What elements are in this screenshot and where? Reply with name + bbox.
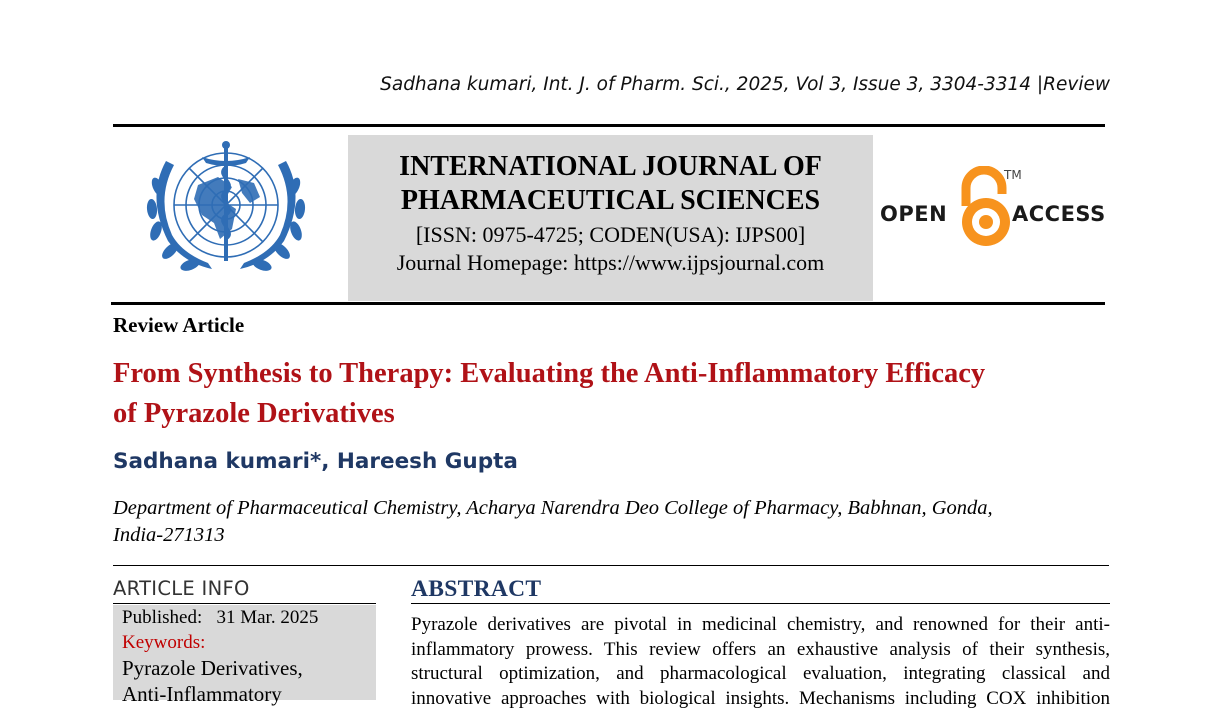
abstract-line2: inflammatory prowess. This review offers an exhaustive analysis of their synthesis, [411,638,1110,663]
journal-banner [348,135,873,301]
section-divider [113,565,1109,566]
trademark-symbol: TM [1004,168,1022,182]
article-type: Review Article [113,313,244,338]
keywords-line2: Anti-Inflammatory [122,682,282,707]
affiliation [113,495,1103,549]
open-access-logo [880,166,1110,250]
abstract-line1: Pyrazole derivatives are pivotal in medicinal chemistry, and renowned for their anti- [411,613,1110,638]
journal-homepage: Journal Homepage: https://www.ijpsjournal.com [348,249,873,277]
running-head: Sadhana kumari, Int. J. of Pharm. Sci., 2025, Vol 3, Issue 3, 3304-3314 |Review [300,74,1110,95]
affiliation-line1: Department of Pharmaceutical Chemistry, Acharya Narendra Deo College of Pharmacy, Babhnan, Gonda, [113,495,1103,522]
published-label: Published: [122,607,202,628]
abstract-heading: ABSTRACT [411,576,541,603]
article-info-panel [113,605,376,700]
article-title [113,354,1113,434]
affiliation-line2: India-271313 [113,522,1103,549]
article-title-line1: From Synthesis to Therapy: Evaluating the Anti-Inflammatory Efficacy [113,354,1113,394]
article-info-heading: ARTICLE INFO [113,577,250,600]
journal-name-line2: PHARMACEUTICAL SCIENCES [348,184,873,218]
article-title-line2: of Pyrazole Derivatives [113,394,1113,434]
header-bottom-rule [111,302,1105,305]
keywords-line1: Pyrazole Derivatives, [122,656,303,681]
article-info-rule [113,603,376,604]
abstract-line3: structural optimization, and pharmacological evaluation, integrating classical and [411,662,1110,687]
abstract-line4: innovative approaches with biological insights. Mechanisms including COX inhibition [411,687,1110,711]
journal-issn: [ISSN: 0975-4725; CODEN(USA): IJPS00] [348,220,873,249]
journal-name-line1: INTERNATIONAL JOURNAL OF [348,150,873,184]
header-top-rule [113,124,1105,127]
abstract-body [411,613,1110,711]
open-access-access: ACCESS [1012,202,1106,226]
open-access-open: OPEN [880,202,947,226]
keywords-label: Keywords: [122,632,205,654]
author-list: Sadhana kumari*, Hareesh Gupta [113,449,518,474]
journal-emblem-logo [128,137,324,283]
published-row [122,607,318,629]
published-date: 31 Mar. 2025 [216,607,318,628]
abstract-rule [411,603,1110,604]
